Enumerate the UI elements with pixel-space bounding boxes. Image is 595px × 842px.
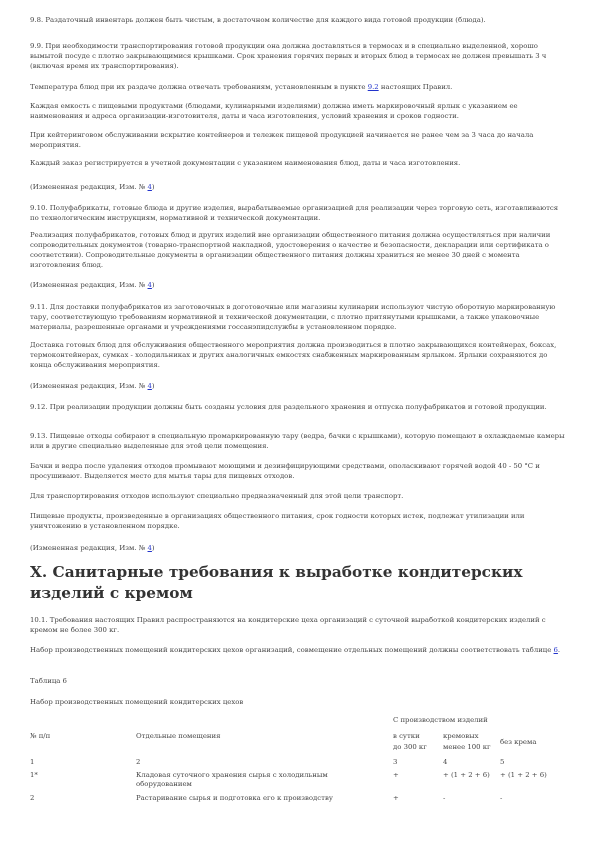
paragraph-9-10: 9.10. Полуфабрикаты, готовые блюда и другие изделия, вырабатываемые организацией для реализации через торговую сеть, изготавливаются по технологическим инструкциям, нормативной и технической документации. (30, 204, 559, 222)
table-title: Набор производственных помещений кондитерских цехов (30, 698, 244, 706)
paragraph-rooms-tail: . (557, 646, 561, 654)
paragraph-catering: При кейтеринговом обслуживании вскрытие контейнеров и тележек пищевой продукцией начинается не ранее чем за 3 часа до начала мероприятия. (30, 131, 534, 149)
paragraph-9-8: 9.8. Раздаточный инвентарь должен быть чистым, в достаточном количестве для каждого вида готовой продукции (блюда). (30, 16, 486, 24)
table-header-upto-300kg: до 300 кг (393, 743, 427, 751)
table-header-room: Отдельные помещения (136, 732, 221, 740)
edition-note-close: ) (151, 281, 155, 289)
link-table-6[interactable]: 6 (553, 646, 558, 654)
table-header-per-day: в сутки (393, 732, 420, 740)
table-cell-b: + (1 + 2 + 6) (443, 771, 490, 779)
table-header-no-cream: без крема (500, 738, 537, 746)
table-cell-a: + (393, 771, 399, 779)
table-cell-room: 2 (136, 758, 141, 766)
table-group-header: С производством изделий (393, 716, 488, 724)
edition-note-4 (30, 543, 567, 553)
edition-note-close: ) (151, 544, 155, 552)
paragraph-washing: Бачки и ведра после удаления отходов промывают моющими и дезинфицирующими средствами, ополаскивают горячей водой 40 - 50 °С и просушивают. Выделяется место для мытья тары для пищевых отходов. (30, 462, 540, 480)
edition-note-text: (Измененная редакция, Изм. № (30, 382, 146, 390)
edition-note-2 (30, 280, 567, 290)
table-cell-number: 1* (30, 771, 38, 779)
paragraph-transport: Для транспортирования отходов используют специально предназначенный для этой цели транспорт. (30, 492, 404, 500)
edition-note-close: ) (151, 183, 155, 191)
paragraph-temperature-text: Температура блюд при их раздаче должна отвечать требованиям, установленным в пункте (30, 83, 366, 91)
edition-note-text: (Измененная редакция, Изм. № (30, 183, 146, 191)
table-cell-c: + (1 + 2 + 6) (500, 771, 547, 779)
table-cell-c: - (500, 794, 503, 802)
table-cell-c: 5 (500, 758, 505, 766)
table-cell-a: + (393, 794, 399, 802)
amendment-link[interactable]: 4 (147, 382, 152, 390)
paragraph-rooms-text: Набор производственных помещений кондитерских цехов организаций, совмещение отдельных помещений должны соответствовать таблице (30, 646, 552, 654)
paragraph-rooms-set (30, 645, 567, 655)
amendment-link[interactable]: 4 (147, 544, 152, 552)
table-cell-room: Кладовая суточного хранения сырья с холодильным оборудованием (136, 771, 328, 788)
paragraph-temperature-tail: настоящих Правил. (378, 83, 453, 91)
section-heading: X. Санитарные требования к выработке кондитерских изделий с кремом (30, 563, 523, 602)
table-cell-a: 3 (393, 758, 398, 766)
amendment-link[interactable]: 4 (147, 183, 152, 191)
table-header-number: № п/п (30, 732, 51, 740)
paragraph-labeling: Каждая емкость с пищевыми продуктами (блюдами, кулинарными изделиями) должна иметь маркировочный ярлык с указанием ее наименования и адреса организации-изготовителя, даты и часа изготовления, условий хранения и сроков годности. (30, 102, 518, 120)
paragraph-10-1: 10.1. Требования настоящих Правил распространяются на кондитерские цеха организаций с суточной выработкой кондитерских изделий с кремом не более 300 кг. (30, 616, 546, 634)
table-cell-b: 4 (443, 758, 448, 766)
edition-note-1 (30, 182, 567, 192)
edition-note-close: ) (151, 382, 155, 390)
table-cell-number: 2 (30, 794, 35, 802)
paragraph-9-12: 9.12. При реализации продукции должны быть созданы условия для раздельного хранения и отпуска полуфабрикатов и готовой продукции. (30, 403, 547, 411)
edition-note-3 (30, 381, 567, 391)
paragraph-disposal: Пищевые продукты, произведенные в организациях общественного питания, срок годности которых истек, подлежат утилизации или уничтожению в установленном порядке. (30, 512, 525, 530)
paragraph-delivery: Доставка готовых блюд для обслуживания общественного мероприятия должна производиться в плотно закрывающихся контейнерах, боксах, термоконтейнерах, сумках - холодильниках и других аналогичных емкостях снабженных маркированным ярлыком. Ярлыки сохраняются до конца обслуживания мероприятия. (30, 341, 557, 369)
table-cell-number: 1 (30, 758, 35, 766)
table-cell-room: Растаривание сырья и подготовка его к производству (136, 794, 333, 802)
paragraph-9-9: 9.9. При необходимости транспортирования готовой продукции она должна доставляться в термосах и в специально выделенной, хорошо вымытой посуде с плотно закрывающимися крышками. Срок хранения горячих первых и вторых блюд в термосах не должен превышать 3 ч (включая время их транспортирования). (30, 42, 547, 70)
amendment-link[interactable]: 4 (147, 281, 152, 289)
paragraph-9-11: 9.11. Для доставки полуфабрикатов из заготовочных в доготовочные или магазины кулинарии используют чистую оборотную маркированную тару, соответствующую требованиям нормативной и технической документации, с плотно притянутыми крышками, а также упаковочные материалы, разрешенные органами и учреждениями госсанэпидслужбы в установленном порядке. (30, 303, 556, 331)
link-9-2[interactable]: 9.2 (367, 83, 379, 91)
table-header-under-100kg: менее 100 кг (443, 743, 491, 751)
paragraph-9-13: 9.13. Пищевые отходы собирают в специальную промаркированную тару (ведра, бачки с крышками), которую помещают в охлаждаемые камеры или в другие специально выделенные для этой цели помещения. (30, 432, 565, 450)
paragraph-orders: Каждый заказ регистрируется в учетной документации с указанием наименования блюд, даты и часа изготовления. (30, 159, 461, 167)
paragraph-realization: Реализация полуфабрикатов, готовых блюд и других изделий вне организации общественного питания должна осуществляться при наличии сопроводительных документов (товарно-транспортной накладной, удостоверения о качестве и безопасности, декларации или сертификата о соответствии). Сопроводительные документы в организации общественного питания должны храниться не менее 30 дней с момента изготовления блюд. (30, 231, 551, 269)
paragraph-temperature (30, 82, 567, 92)
edition-note-text: (Измененная редакция, Изм. № (30, 281, 146, 289)
table-cell-b: - (443, 794, 446, 802)
table-label: Таблица 6 (30, 677, 67, 685)
edition-note-text: (Измененная редакция, Изм. № (30, 544, 146, 552)
table-header-cream: кремовых (443, 732, 479, 740)
